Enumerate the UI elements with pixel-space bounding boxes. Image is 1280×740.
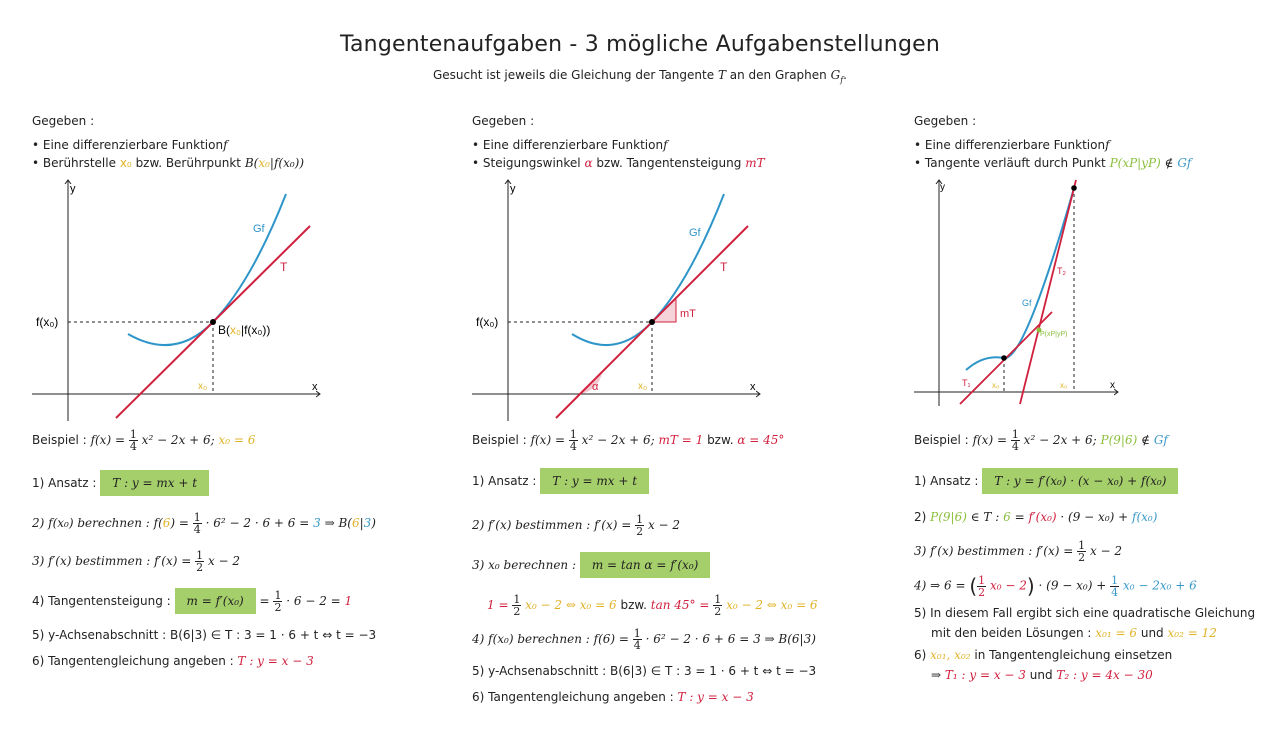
fraction-quarter (1011, 429, 1020, 452)
col3-beispiel-tail: x² − 2x + 6; (1023, 433, 1097, 447)
col2-s3b-a: 1 = (487, 598, 509, 612)
tangent-t2 (1020, 180, 1076, 404)
fraction-quarter-blue (1110, 575, 1119, 598)
col1-beispiel-x0: x₀ = 6 (218, 433, 256, 447)
col1-s2-f: ) (371, 516, 376, 530)
touch-point-2 (1071, 185, 1077, 191)
subtitle-end: . (843, 68, 847, 82)
mt-label: mT (680, 308, 696, 320)
col1-s4-eq: = (259, 594, 270, 608)
x-axis-label: x (750, 381, 756, 393)
t1-label: T₁ (962, 378, 971, 388)
col2-step6 (472, 690, 754, 704)
col1-beruehr-bx0: x₀ (258, 156, 270, 170)
fraction-half (512, 594, 521, 617)
col2-s2-tail: x − 2 (647, 518, 681, 532)
frac-den: 2 (274, 601, 282, 614)
col1-s6-label: 6) Tangentengleichung angeben : (32, 654, 234, 668)
touch-point (210, 319, 216, 325)
frac-num: 1 (714, 593, 722, 606)
t-label: T (280, 260, 288, 274)
col3-s2-b: ∈ T : (970, 510, 1000, 524)
col2-ansatz-box: T : y = mx + t (540, 468, 649, 494)
function-curve (966, 188, 1074, 370)
fraction-half (273, 590, 282, 613)
fx0-label: f(x₀) (36, 315, 59, 329)
col1-beispiel-label: Beispiel : (32, 433, 87, 447)
col1-ansatz-box: T : y = mx + t (100, 470, 209, 496)
fraction-half-red (977, 575, 986, 598)
col2-ansatz (472, 468, 649, 494)
col2-step5: 5) y-Achsenabschnitt : B(6|3) ∈ T : 3 = 1 · 6 + t ⇔ t = −3 (472, 664, 817, 678)
frac-num: 1 (569, 428, 577, 441)
fraction-half (1077, 540, 1086, 563)
frac-num: 1 (636, 513, 644, 526)
col3-step4 (914, 574, 1197, 598)
col1-s4-label: 4) Tangentensteigung : (32, 594, 171, 608)
col3-s4-a: 4) ⇒ 6 = (914, 578, 966, 593)
col2-s4-a: 4) f(x₀) berechnen : f(6) = (472, 632, 629, 646)
y-axis-label: y (510, 183, 516, 195)
fraction-quarter (569, 429, 578, 452)
col2-funktion-f: f (663, 138, 668, 152)
col1-s2-e: | (359, 516, 364, 530)
col3-funktion-f: f (1105, 138, 1110, 152)
col1-s2-6: 6 (162, 516, 171, 530)
col2-step2 (472, 514, 680, 537)
point-b-x0: x₀ (230, 323, 241, 337)
frac-den: 4 (1111, 585, 1119, 599)
col1-step3 (32, 550, 240, 573)
col1-beispiel (32, 429, 255, 452)
frac-num: 1 (1011, 428, 1019, 441)
col3-beispiel (914, 429, 1168, 452)
col2-beispiel-bzw: bzw. (707, 433, 734, 447)
col2-step4 (472, 628, 816, 651)
frac-num: 1 (129, 428, 137, 441)
page-subtitle (0, 68, 1280, 84)
col3-step6b (931, 668, 1153, 682)
col2-s3-box: m = tan α = f′(x₀) (580, 552, 710, 578)
fx0-label: f(x₀) (476, 315, 499, 329)
frac-den: 2 (513, 605, 521, 618)
col1-funktion-f: f (223, 138, 228, 152)
paren-open: ( (969, 574, 978, 598)
col1-s4-1: 1 (344, 594, 353, 608)
col2-s3b-d: x₀ − 2 ⇔ x₀ = 6 (726, 598, 818, 612)
frac-den: 4 (569, 440, 577, 453)
col1-beruehr-b: B( (244, 156, 259, 170)
col1-s2-b6: 6 (351, 516, 360, 530)
subtitle-text-a: Gesucht ist jeweils die Gleichung der Tangente (433, 68, 715, 82)
graph-col3 (912, 176, 1128, 408)
col3-punkt-p: P(xP|yP) (1109, 156, 1161, 170)
col2-beispiel (472, 429, 784, 452)
frac-den: 4 (193, 523, 201, 536)
col1-beispiel-tail: x² − 2x + 6; (141, 433, 215, 447)
subtitle-graph-sub: f (840, 75, 844, 85)
touch-point (649, 319, 655, 325)
x-axis-label: x (1110, 380, 1115, 391)
y-axis-label: y (70, 183, 76, 195)
col3-ansatz (914, 468, 1178, 494)
alpha-label: α (592, 381, 599, 393)
gf-label: Gf (1022, 298, 1032, 308)
col3-s2-d: f′(x₀) (1028, 510, 1057, 524)
fraction-quarter (633, 628, 642, 651)
col2-beispiel-mt: mT = 1 (658, 433, 704, 447)
page-title: Tangentenaufgaben - 3 mögliche Aufgabenstellungen (340, 32, 940, 57)
col3-s6-b: x₀₁, x₀₂ (930, 648, 971, 662)
touch-point-1 (1001, 355, 1007, 361)
col3-s4-b: x₀ − 2 (989, 578, 1027, 593)
col3-ansatz-box: T : y = f′(x₀) · (x − x₀) + f(x₀) (982, 468, 1178, 494)
col3-s2-6: 6 (1003, 510, 1011, 524)
col3-s6-c: in Tangentengleichung einsetzen (974, 648, 1173, 662)
col2-s6-eq: T : y = x − 3 (677, 690, 754, 704)
fraction-quarter (129, 429, 138, 452)
col1-s4-tail: · 6 − 2 = (286, 594, 341, 608)
col3-s6-e: T₁ : y = x − 3 (944, 668, 1026, 682)
frac-den: 4 (129, 440, 137, 453)
col1-beispiel-func: f(x) = (90, 433, 126, 447)
col1-s2-b3: 3 (363, 516, 372, 530)
col1-s2-d: ⇒ B( (324, 516, 352, 530)
col3-punkt-notin: ∉ (1164, 156, 1174, 170)
col1-ansatz (32, 470, 209, 496)
col2-beispiel-tail: x² − 2x + 6; (581, 433, 655, 447)
col1-s3: 3) f′(x) bestimmen : f′(x) = (32, 554, 192, 568)
frac-num: 1 (1111, 573, 1119, 587)
col3-s2-p: P(9|6) (930, 510, 967, 524)
col1-funktion-text: • Eine differenzierbare Funktion (32, 138, 224, 152)
col1-s2-a: 2) f(x₀) berechnen : f( (32, 516, 163, 530)
col1-s2-3: 3 (313, 516, 321, 530)
col3-funktion-text: • Eine differenzierbare Funktion (914, 138, 1106, 152)
col2-winkel-text-b: bzw. Tangentensteigung (596, 156, 742, 170)
col3-s6-a: 6) (914, 648, 927, 662)
t-label: T (720, 260, 728, 274)
col3-punkt-gf: Gf (1177, 156, 1192, 170)
col3-s5-b: mit den beiden Lösungen : (931, 626, 1092, 640)
col2-ansatz-label: 1) Ansatz : (472, 474, 537, 488)
col3-s2-e: · (9 − x₀) + (1060, 510, 1129, 524)
col3-s3-tail: x − 2 (1089, 544, 1123, 558)
col2-bullet-winkel (472, 156, 765, 170)
frac-num: 1 (978, 573, 986, 587)
col3-s5-d: x₀₂ = 12 (1167, 626, 1217, 640)
col3-beispiel-func: f(x) = (972, 433, 1008, 447)
frac-den: 4 (633, 639, 641, 652)
col2-s3b-bzw: bzw. (620, 598, 647, 612)
fraction-half (713, 594, 722, 617)
col2-winkel-mt: mT (745, 156, 765, 170)
col2-step3b (487, 594, 818, 617)
col2-beispiel-label: Beispiel : (472, 433, 527, 447)
col2-winkel-alpha: α (584, 156, 593, 170)
frac-den: 2 (636, 525, 644, 538)
col3-s2-a: 2) (914, 510, 927, 524)
col3-bullet-funktion (914, 138, 1110, 152)
fraction-half (635, 514, 644, 537)
col3-s2-c: = (1014, 510, 1025, 524)
frac-den: 2 (714, 605, 722, 618)
frac-num: 1 (513, 593, 521, 606)
col3-punkt-text: • Tangente verläuft durch Punkt (914, 156, 1106, 170)
col3-beispiel-label: Beispiel : (914, 433, 969, 447)
frac-num: 1 (633, 627, 641, 640)
col3-s5-c: x₀₁ = 6 (1095, 626, 1138, 640)
col1-s4-box: m = f′(x₀) (175, 588, 256, 614)
col3-gegeben: Gegeben : (914, 114, 977, 128)
col3-step5b (931, 626, 1217, 640)
col1-s3-tail: x − 2 (207, 554, 241, 568)
col3-s2-f: f(x₀) (1132, 510, 1158, 524)
col2-winkel-text: • Steigungswinkel (472, 156, 581, 170)
x01-label: x₀ (992, 381, 1000, 390)
col2-s3-label: 3) x₀ berechnen : (472, 558, 577, 572)
col1-beruehr-text-b: bzw. Berührpunkt (135, 156, 241, 170)
graph-col2 (470, 176, 770, 426)
col1-gegeben: Gegeben : (32, 114, 95, 128)
col1-step2 (32, 512, 376, 535)
col3-beispiel-notin: ∉ (1141, 433, 1150, 447)
col1-step4 (32, 588, 352, 614)
col2-s4-b: · 6² − 2 · 6 + 6 = 3 ⇒ B(6|3) (645, 632, 816, 646)
col3-s6-g: T₂ : y = 4x − 30 (1056, 668, 1153, 682)
point-b-label (218, 323, 270, 337)
col3-s6-d: ⇒ (931, 668, 942, 682)
col1-s2-b: ) = (170, 516, 189, 530)
x02-label: x₀ (1060, 381, 1068, 390)
frac-num: 1 (274, 589, 282, 602)
col3-beispiel-p: P(9|6) (1100, 433, 1138, 447)
col1-beruehr-text: • Berührstelle (32, 156, 116, 170)
col3-bullet-punkt (914, 156, 1191, 170)
y-axis-label: y (940, 182, 945, 193)
col2-s2: 2) f′(x) bestimmen : f′(x) = (472, 518, 632, 532)
col3-s4-c: · (9 − x₀) + (1038, 578, 1107, 593)
x-axis-label: x (312, 381, 318, 393)
frac-num: 1 (196, 549, 204, 562)
col2-beispiel-func: f(x) = (530, 433, 566, 447)
subtitle-graph-symbol: G (830, 68, 841, 82)
col1-step5: 5) y-Achsenabschnitt : B(6|3) ∈ T : 3 = 1 · 6 + t ⇔ t = −3 (32, 628, 377, 642)
col3-step5a: 5) In diesem Fall ergibt sich eine quadratische Gleichung (914, 606, 1256, 620)
col1-beruehr-bfx0: |f(x₀)) (269, 156, 305, 170)
col3-s6-f: und (1029, 668, 1053, 682)
point-b-a: B( (218, 323, 230, 337)
col1-ansatz-label: 1) Ansatz : (32, 476, 97, 490)
col1-beruehr-x0: x₀ (119, 156, 132, 170)
col2-s6-label: 6) Tangentengleichung angeben : (472, 690, 674, 704)
col3-step3 (914, 540, 1122, 563)
col3-ansatz-label: 1) Ansatz : (914, 474, 979, 488)
point-b-c: |f(x₀)) (240, 323, 271, 337)
p-label: P(xP|yP) (1040, 331, 1068, 338)
col2-step3 (472, 552, 710, 578)
gf-label: Gf (689, 227, 701, 239)
frac-num: 1 (1078, 539, 1086, 552)
fraction-half (195, 550, 204, 573)
col3-s3: 3) f′(x) bestimmen : f′(x) = (914, 544, 1074, 558)
t2-label: T₂ (1057, 266, 1066, 276)
x0-label: x₀ (638, 381, 648, 392)
graph-col1 (30, 176, 330, 426)
gf-label: Gf (253, 223, 265, 235)
col3-step6a (914, 648, 1172, 662)
paren-close: ) (1026, 574, 1035, 598)
frac-den: 4 (1011, 440, 1019, 453)
col1-bullet-funktion (32, 138, 228, 152)
fraction-quarter (193, 512, 202, 535)
col3-step2 (914, 510, 1157, 524)
col2-gegeben: Gegeben : (472, 114, 535, 128)
col1-s6-eq: T : y = x − 3 (237, 654, 314, 668)
col2-funktion-text: • Eine differenzierbare Funktion (472, 138, 664, 152)
col3-s5-und: und (1140, 626, 1164, 640)
frac-den: 2 (978, 585, 986, 599)
col1-s2-c: · 6² − 2 · 6 + 6 = (205, 516, 310, 530)
col2-s3b-c: tan 45° = (650, 598, 710, 612)
x0-label: x₀ (198, 381, 208, 392)
subtitle-tangent-symbol: T (717, 68, 726, 82)
col1-step6 (32, 654, 314, 668)
frac-den: 2 (196, 561, 204, 574)
frac-num: 1 (193, 511, 201, 524)
col2-bullet-funktion (472, 138, 668, 152)
col2-beispiel-alpha: α = 45° (737, 433, 785, 447)
col2-s3b-b: x₀ − 2 ⇔ x₀ = 6 (525, 598, 617, 612)
col3-beispiel-gf: Gf (1153, 433, 1168, 447)
col3-s4-d: x₀ − 2x₀ + 6 (1122, 578, 1197, 593)
subtitle-text-b: an den Graphen (729, 68, 827, 82)
frac-den: 2 (1078, 551, 1086, 564)
col1-bullet-beruehr (32, 156, 304, 170)
